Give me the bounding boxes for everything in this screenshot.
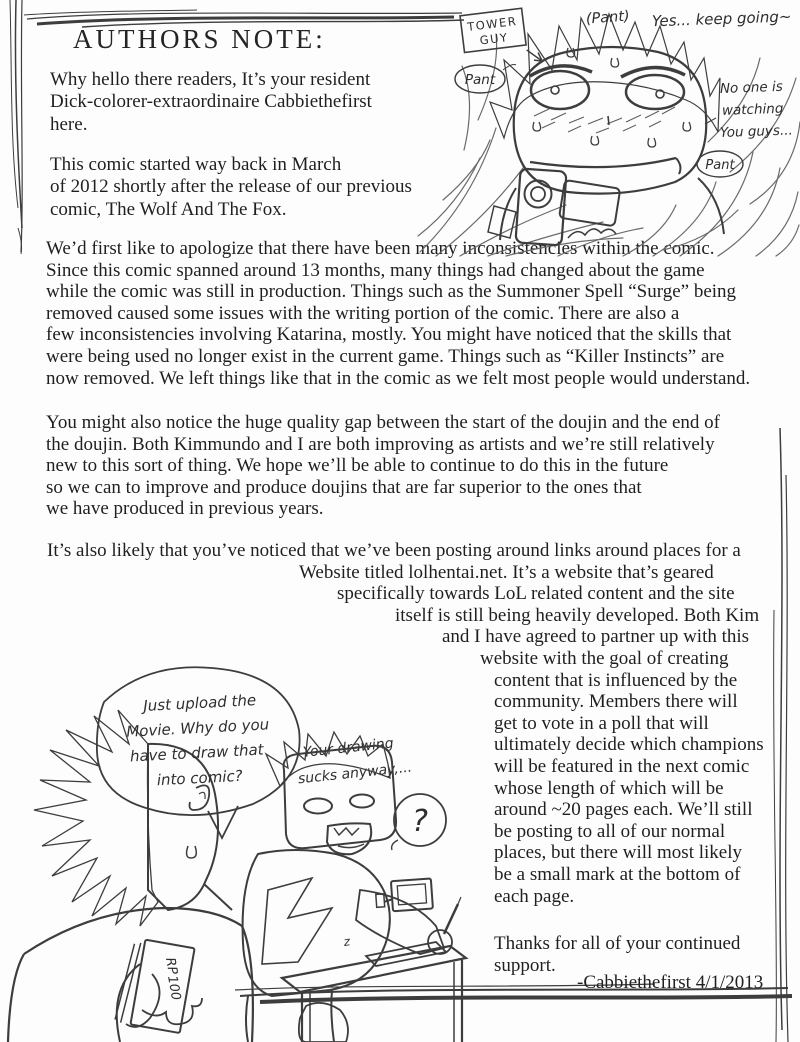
ear bbox=[190, 785, 210, 810]
text-line: get to vote in a poll that will bbox=[494, 712, 709, 734]
text-line: and I have agreed to partner up with this bbox=[442, 626, 750, 648]
text-line: This comic started way back in March bbox=[50, 154, 342, 175]
tower-guy-figure bbox=[488, 14, 724, 246]
blush-lines bbox=[534, 107, 675, 133]
text-line: removed caused some issues with the writing portion of the comic. There are also a bbox=[46, 302, 680, 324]
bubble-line2: Movie. Why do you bbox=[125, 715, 270, 741]
question-mark-text: ? bbox=[412, 804, 428, 839]
desk bbox=[282, 942, 466, 1042]
history-paragraph bbox=[50, 154, 412, 221]
sucks-line1: Your drawing bbox=[302, 735, 395, 761]
text-line: will be featured in the next comic bbox=[494, 755, 750, 777]
text-line: the doujin. Both Kimmundo and I are both improving as artists and we’re still relatively bbox=[46, 433, 715, 455]
text-line: be posting to all of our normal bbox=[494, 820, 726, 842]
text-line: content that is influenced by the bbox=[494, 669, 738, 691]
left-border-sketch bbox=[2, 0, 34, 270]
text-line: Thanks for all of your continued bbox=[494, 933, 741, 954]
keep-going-text: Yes... keep going~ bbox=[651, 7, 792, 31]
tower-guy-label bbox=[460, 7, 542, 71]
no-one-line1: No one is bbox=[719, 78, 784, 97]
stylus bbox=[444, 904, 458, 934]
text-line: It’s also likely that you’ve noticed that we’ve been posting around links around places for a bbox=[47, 540, 741, 561]
no-one-line3: You guys... bbox=[719, 122, 794, 141]
no-one-line2: watching bbox=[721, 100, 784, 119]
grass-strokes bbox=[418, 34, 800, 256]
text-line: Why hello there readers, It’s your resident bbox=[50, 69, 371, 90]
spiky-hair-back bbox=[34, 710, 158, 926]
open-mouth bbox=[327, 823, 371, 854]
pant-bubble-right bbox=[697, 151, 743, 177]
text-line: Since this comic spanned around 13 months, many things had changed about the game bbox=[46, 259, 705, 281]
text-line: be a small mark at the bottom of bbox=[494, 863, 741, 885]
text-line: website with the goal of creating bbox=[480, 647, 729, 669]
pant-top-text: (Pant) bbox=[585, 8, 631, 28]
rp-cards bbox=[115, 937, 195, 1033]
speech-bubble bbox=[97, 667, 300, 838]
right-border-sketch bbox=[758, 420, 800, 1042]
bubble-line4: into comic? bbox=[156, 766, 244, 790]
pant-left-text: Pant bbox=[464, 72, 496, 88]
text-line: here. bbox=[50, 113, 88, 135]
camcorder-icon bbox=[488, 168, 620, 245]
text-line: Dick-colorer-extraordinaire Cabbiethefirst bbox=[50, 91, 372, 113]
eye-right bbox=[350, 795, 374, 808]
text-line: support. bbox=[494, 954, 556, 976]
hand bbox=[142, 998, 202, 1024]
question-bubble bbox=[392, 794, 446, 850]
signature: -Cabbiethefirst 4/1/2013 bbox=[577, 972, 764, 993]
snore-z: z bbox=[342, 934, 351, 949]
text-line: while the comic was still in production. Things such as the Summoner Spell “Surge” being bbox=[46, 281, 737, 303]
tower-guy-label-line2: GUY bbox=[478, 30, 510, 48]
text-line: each page. bbox=[494, 885, 575, 907]
text-line: You might also notice the huge quality gap between the start of the doujin and the end of bbox=[46, 412, 721, 433]
text-line: community. Members there will bbox=[494, 691, 738, 713]
shirt-lightning bbox=[262, 878, 332, 964]
thanks-paragraph bbox=[494, 933, 740, 976]
text-line: comic, The Wolf And The Fox. bbox=[50, 198, 287, 220]
text-line: around ~20 pages each. We’ll still bbox=[494, 799, 753, 821]
bubble-line3: have to draw that bbox=[129, 740, 265, 766]
bubble-line1: Just upload the bbox=[142, 691, 257, 715]
quality-paragraph bbox=[46, 412, 720, 520]
sweat-drops bbox=[533, 48, 691, 147]
tower-guy-sketch bbox=[418, 0, 800, 258]
head-outline bbox=[284, 746, 397, 848]
drawing-arm bbox=[356, 890, 444, 954]
sucks-line2: sucks anyway,... bbox=[297, 759, 413, 788]
pant-right-text: Pant bbox=[705, 158, 735, 173]
text-line: now removed. We left things like that in the comic as we felt most people would understand. bbox=[46, 367, 751, 389]
card-label-rp: RP bbox=[162, 956, 180, 976]
text-line: we have produced in previous years. bbox=[46, 498, 324, 520]
page-title: AUTHORS NOTE: bbox=[73, 24, 326, 54]
artists-sketch bbox=[0, 658, 470, 1042]
text-line: new to this sort of thing. We hope we’ll be able to continue to do this in the future bbox=[46, 455, 669, 477]
text-line: were being used no longer exist in the current game. Things such as “Killer Instincts” are bbox=[46, 345, 725, 367]
eye-left bbox=[304, 799, 332, 814]
tower-guy-label-line1: TOWER bbox=[466, 13, 519, 34]
text-line: Website titled lolhentai.net. It’s a website that’s geared bbox=[299, 561, 714, 583]
text-line: We’d first like to apologize that there have been many inconsistencies within the comic. bbox=[46, 238, 715, 259]
intro-paragraph bbox=[50, 69, 372, 136]
text-line: itself is still being heavily developed. Both Kim bbox=[395, 604, 760, 626]
apology-paragraph bbox=[46, 238, 750, 389]
text-line: places, but there will most likely bbox=[494, 842, 743, 864]
sweat-drop bbox=[187, 846, 197, 858]
text-line: ultimately decide which champions bbox=[494, 734, 764, 756]
text-line: of 2012 shortly after the release of our previous bbox=[50, 176, 412, 198]
text-line: so we can to improve and produce doujins that are far superior to the ones that bbox=[46, 476, 642, 498]
text-line: few inconsistencies involving Katarina, mostly. You might have noticed that the skills that bbox=[46, 324, 732, 346]
card-label-100: 100 bbox=[164, 974, 184, 1002]
mouth bbox=[530, 158, 676, 167]
eyes bbox=[530, 66, 685, 109]
text-line: whose length of which will be bbox=[494, 777, 724, 799]
text-line: specifically towards LoL related content and the site bbox=[337, 583, 735, 605]
